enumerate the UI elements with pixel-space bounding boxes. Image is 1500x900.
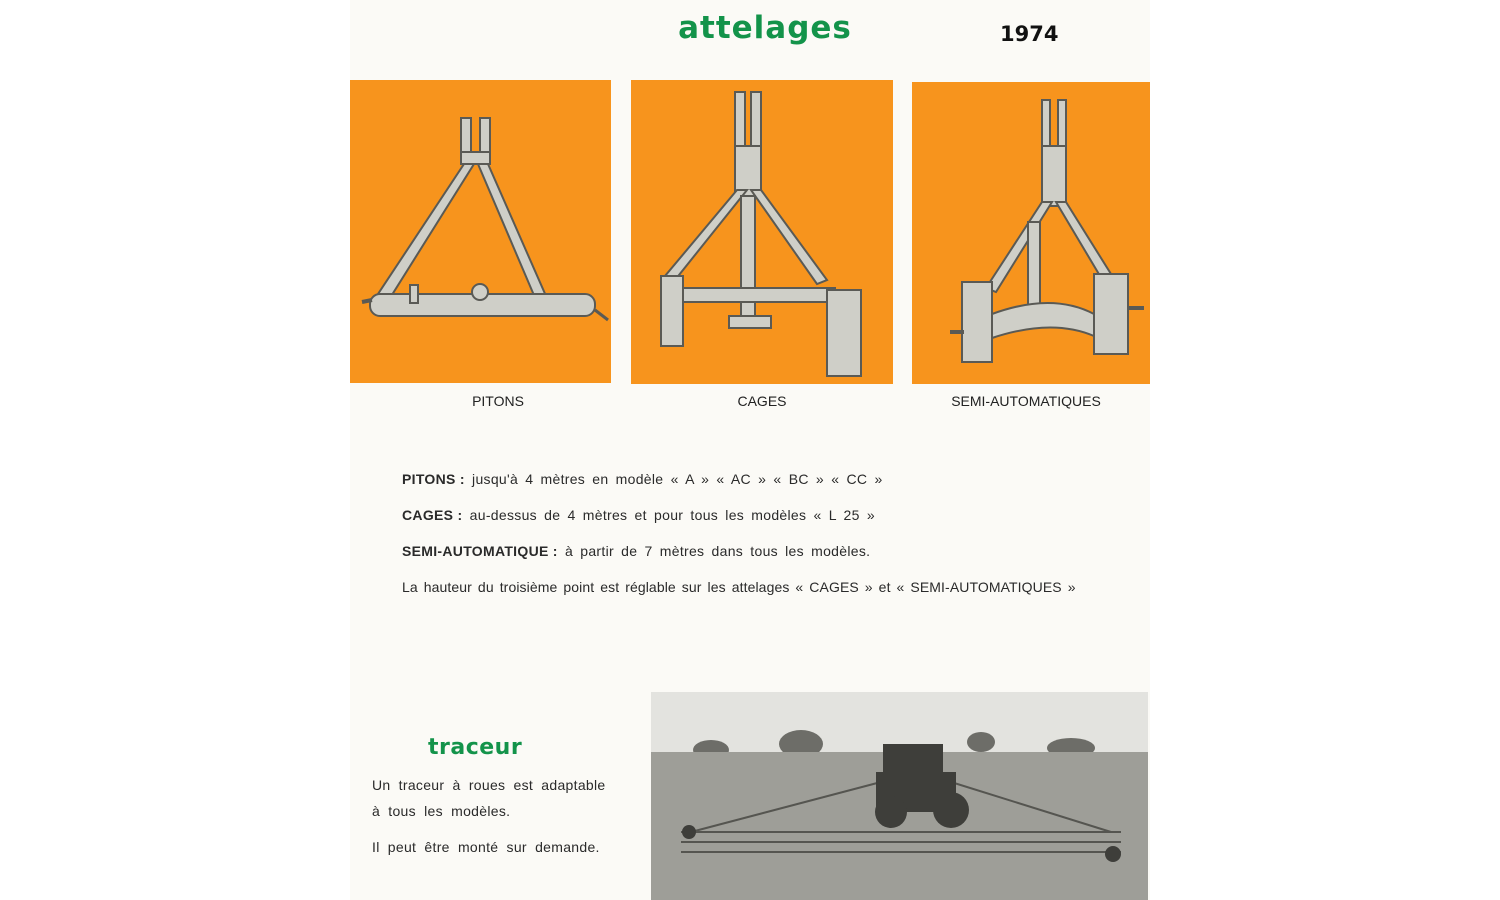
spec-text: au-dessus de 4 mètres et pour tous les modèles « L 25 » [469, 507, 875, 523]
spec-cages [402, 507, 875, 523]
spec-pitons [402, 471, 883, 487]
traceur-line-3: Il peut être monté sur demande. [372, 839, 600, 855]
spec-semi-automatique [402, 543, 870, 559]
pitons-photo [350, 80, 611, 383]
spec-text: à partir de 7 mètres dans tous les modèles. [564, 543, 871, 559]
a-frame-hitch-cage-icon [631, 80, 893, 384]
caption-cages: CAGES [737, 393, 787, 409]
traceur-title: traceur [428, 735, 523, 760]
spec-text: jusqu'à 4 mètres en modèle « A » « AC » « BC » « CC » [472, 471, 883, 487]
caption-pitons: PITONS [472, 393, 524, 409]
page-title: attelages [678, 10, 852, 46]
a-frame-hitch-pin-icon [350, 80, 611, 383]
caption-semi-automatiques: SEMI-AUTOMATIQUES [951, 393, 1101, 409]
traceur-line-1: Un traceur à roues est adaptable [372, 777, 606, 793]
tractor-with-marker-icon [651, 692, 1148, 900]
year-label: 1974 [1000, 22, 1059, 46]
cages-photo [631, 80, 893, 384]
spec-height-note [402, 579, 1076, 595]
spec-text: La hauteur du troisième point est réglable sur les attelages « CAGES » et « SEMI-AUTOMATIQUES » [402, 579, 1076, 595]
a-frame-hitch-semi-auto-icon [912, 82, 1150, 384]
spec-label: CAGES : [402, 507, 463, 523]
traceur-line-2: à tous les modèles. [372, 803, 511, 819]
spec-label: SEMI-AUTOMATIQUE : [402, 543, 558, 559]
semi-automatiques-photo [912, 82, 1150, 384]
traceur-field-photo [651, 692, 1148, 900]
spec-label: PITONS : [402, 471, 465, 487]
